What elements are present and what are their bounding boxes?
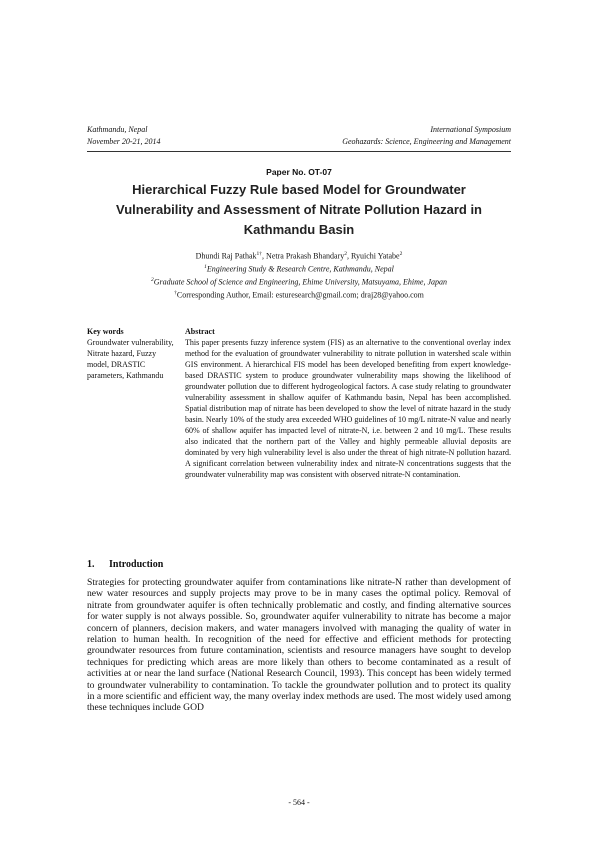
author-sup: 2 — [399, 251, 403, 257]
author-name: Ryuichi Yatabe — [351, 251, 400, 261]
author-name: Netra Prakash Bhandary — [266, 251, 345, 261]
header-event: International Symposium — [430, 125, 511, 134]
author-block — [0, 249, 598, 302]
abstract-heading: Abstract — [185, 327, 215, 336]
header-left — [87, 124, 161, 148]
section-title: Introduction — [109, 559, 164, 570]
introduction-paragraph: Strategies for protecting groundwater aquifer from contaminations like nitrate-N rather than development of new water resources and supply projects may prove to be in many cases the optimal policy. Removal of nitrate from groundwater aquifer is often technically problematic and costly, and finding alternative sources for water supply is not always possible. So, groundwater aquifer vulnerability to nitrate has become a major concern of planners, decision makers, and water managers involved with managing the quality of water in relation to human health. In recognition of the need for effective and efficient methods for protecting groundwater resources from future contamination, scientists and resource managers have sought to develop techniques for predicting which areas are more likely than others to become contaminated as a result of activities at or near the land surface (National Research Council, 1993). This concept has been widely termed to groundwater vulnerability to contamination. To tackle the groundwater pollution and to protect its quality in a more scientific and efficient way, the many overlay index methods are used. The most widely used among these techniques include GOD — [87, 577, 511, 714]
paper-number: Paper No. OT-07 — [266, 167, 332, 177]
keywords-heading: Key words — [87, 327, 124, 336]
author-list: Dhundi Raj Pathak$^{1\dagger}$, Netra Prakash Bhandary$^2$, Ryuichi Yatabe$^2$ — [195, 251, 403, 261]
header-divider — [87, 151, 511, 152]
page-number: - 564 - — [288, 798, 310, 807]
header-date: November 20-21, 2014 — [87, 137, 161, 146]
corresponding-author: †Corresponding Author, Email: esturesearch@gmail.com; draj28@yahoo.com — [174, 290, 424, 301]
section-heading — [87, 559, 163, 570]
header-right — [342, 124, 511, 148]
abstract-text: This paper presents fuzzy inference system (FIS) as an alternative to the conventional overlay index method for the evaluation of groundwater vulnerability to nitrate pollution in watershed scale within GIS environment. A hierarchical FIS model has been developed benefiting from expert knowledge-based DRASTIC system to produce groundwater vulnerability maps showing the likelihood of groundwater pollution due to different hydrogeological factors. A case study relating to groundwater vulnerability assessment in shallow aquifer of Kathmandu basin, Nepal has been accomplished. Spatial distribution map of nitrate has been developed to show the level of nitrate hazard in the study basin. Nearly 10% of the study area exceeded WHO guidelines of 10 mg/L nitrate-N value and nearly 60% of shallow aquifer has impacted level of nitrate-N, i.e. between 2 and 10 mg/L. These results also indicated that the northern part of the Valley and highly permeable alluvial deposits are dominated by very high vulnerability level is also under the threat of high nitrate-N pollution hazard. A significant correlation between vulnerability index and nitrate-N concentrations suggests that the groundwater vulnerability map was consistent with observed nitrate-N contamination. — [185, 338, 511, 479]
affiliation-2: $^2$Graduate School of Science and Engineering, Ehime University, Matsuyama, Ehime, Japan — [150, 277, 448, 287]
header-event-subtitle: Geohazards: Science, Engineering and Management — [342, 137, 511, 146]
paper-title: Hierarchical Fuzzy Rule based Model for Groundwater Vulnerability and Assessment of Nitrate Pollution Hazard in Kathmandu Basin — [116, 182, 482, 237]
affiliation-1: $^1$Engineering Study & Research Centre, Kathmandu, Nepal — [204, 264, 394, 274]
section-number: 1. — [87, 559, 95, 570]
header-location: Kathmandu, Nepal — [87, 125, 148, 134]
author-name: Dhundi Raj Pathak — [195, 251, 257, 261]
keywords-text: Groundwater vulnerability, Nitrate hazard, Fuzzy model, DRASTIC parameters, Kathmandu — [87, 338, 174, 380]
keywords-column — [87, 326, 175, 381]
author-sup: 2 — [344, 251, 347, 257]
abstract-column — [185, 326, 511, 480]
author-sup: 1† — [256, 251, 263, 257]
